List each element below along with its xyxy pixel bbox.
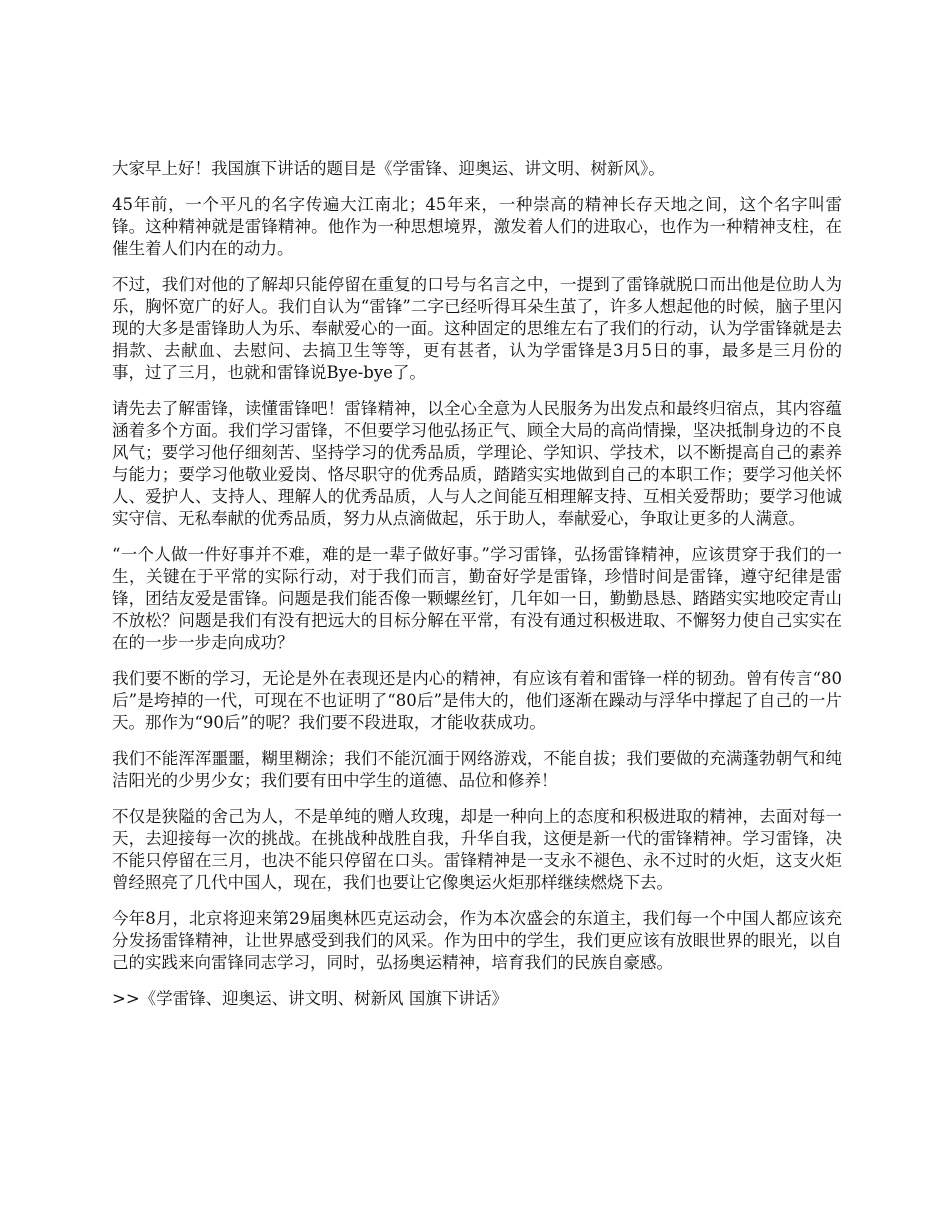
- document-body: [112, 158, 842, 1024]
- paragraph-understanding: 不过，我们对他的了解却只能停留在重复的口号与名言之中，一提到了雷锋就脱口而出他是位助人为乐，胸怀宽广的好人。我们自认为“雷锋”二字已经听得耳朵生茧了，许多人想起他的时候，脑子里闪现的大多是雷锋助人为乐、奉献爱心的一面。这种固定的思维左右了我们的行动，认为学雷锋就是去捐款、去献血、去慰问、去搞卫生等等，更有甚者，认为学雷锋是3月5日的事，最多是三月份的事，过了三月，也就和雷锋说Bye-bye了。: [112, 275, 842, 382]
- paragraph-45-years: 45年前，一个平凡的名字传遍大江南北；45年来，一种崇高的精神长存天地之间，这个名字叫雷锋。这种精神就是雷锋精神。他作为一种思想境界，激发着人们的进取心，也作为一种精神支柱，在催生着人们内在的动力。: [112, 195, 842, 258]
- paragraph-learn-leifeng: 请先去了解雷锋，读懂雷锋吧！雷锋精神，以全心全意为人民服务为出发点和最终归宿点，其内容蕴涵着多个方面。我们学习雷锋，不但要学习他弘扬正气、顾全大局的高尚情操，坚决抵制身边的不良风气；要学习他仔细刻苦、坚持学习的优秀品质，学理论、学知识、学技术，以不断提高自己的素养与能力；要学习他敬业爱岗、恪尽职守的优秀品质，踏踏实实地做到自己的本职工作；要学习他关怀人、爱护人、支持人、理解人的优秀品质，人与人之间能互相理解支持、互相关爱帮助；要学习他诚实守信、无私奉献的优秀品质，努力从点滴做起，乐于助人，奉献爱心，争取让更多的人满意。: [112, 399, 842, 528]
- paragraph-keep-learning: 我们要不断的学习，无论是外在表现还是内心的精神，有应该有着和雷锋一样的韧劲。曾有传言“80后”是垮掉的一代，可现在不也证明了“80后”是伟大的，他们逐渐在躁动与浮华中撑起了自己的一片天。那作为“90后”的呢？我们要不段进取，才能收获成功。: [112, 669, 842, 732]
- paragraph-youth: 我们不能浑浑噩噩，糊里糊涂；我们不能沉湎于网络游戏，不能自拔；我们要做的充满蓬勃朝气和纯洁阳光的少男少女；我们要有田中学生的道德、品位和修养！: [112, 749, 842, 790]
- footer-link[interactable]: >>《学雷锋、迎奥运、讲文明、树新风 国旗下讲话》: [112, 989, 508, 1008]
- paragraph-olympics: 今年8月，北京将迎来第29届奥林匹克运动会，作为本次盛会的东道主，我们每一个中国人都应该充分发扬雷锋精神，让世界感受到我们的风采。作为田中的学生，我们更应该有放眼世界的眼光，以自己的实践来向雷锋同志学习，同时，弘扬奥运精神，培育我们的民族自豪感。: [112, 909, 842, 972]
- paragraph-greeting: 大家早上好！我国旗下讲话的题目是《学雷锋、迎奥运、讲文明、树新风》。: [112, 159, 665, 178]
- paragraph-new-spirit: 不仅是狭隘的舍己为人，不是单纯的赠人玫瑰，却是一种向上的态度和积极进取的精神，去面对每一天，去迎接每一次的挑战。在挑战种战胜自我，升华自我，这便是新一代的雷锋精神。学习雷锋，决不能只停留在三月，也决不能只停留在口头。雷锋精神是一支永不褪色、永不过时的火炬，这支火炬曾经照亮了几代中国人，现在，我们也要让它像奥运火炬那样继续燃烧下去。: [112, 807, 842, 892]
- paragraph-good-deeds: “一个人做一件好事并不难，难的是一辈子做好事。”学习雷锋，弘扬雷锋精神，应该贯穿于我们的一生，关键在于平常的实际行动，对于我们而言，勤奋好学是雷锋，珍惜时间是雷锋，遵守纪律是雷锋，团结友爱是雷锋。问题是我们能否像一颗螺丝钉，几年如一日，勤勤恳恳、踏踏实实地咬定青山不放松？问题是我们有没有把远大的目标分解在平常，有没有通过积极进取、不懈努力使自己实实在在的一步一步走向成功？: [112, 545, 842, 652]
